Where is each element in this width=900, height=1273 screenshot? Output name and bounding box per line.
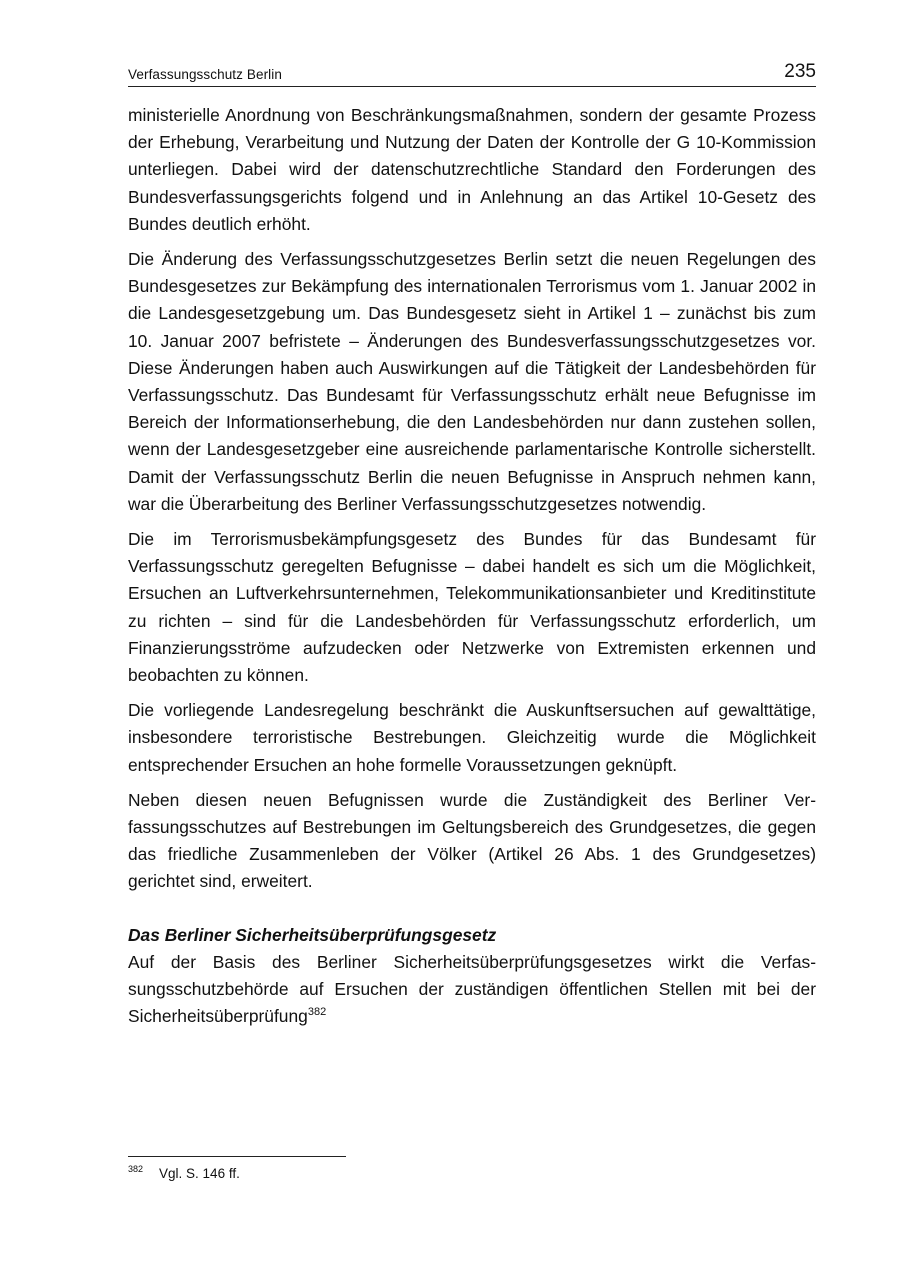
footnote-reference[interactable]: 382 (307, 1006, 327, 1019)
paragraph: Die Änderung des Verfassungsschutzgesetzes Berlin setzt die neuen Regelungen des Bundesgesetzes zur Bekämpfung des internationalen Terrorismus vom 1. Januar 2002 in die Landesgesetzgebung um. Das Bundesgesetz sieht in Artikel 1 – zunächst bis zum 10. Januar 2007 befristete – Änderungen des Bundesverfassungsschutzgesetzes vor. Diese Änderungen haben auch Auswirkungen auf die Tätigkeit der Landesbehörden für Verfassungsschutz. Das Bundesamt für Verfassungsschutz erhält neue Befugnisse im Bereich der Informationserhebung, die den Landesbehörden nur dann zustehen sollen, wenn der Landesgesetzgeber eine ausreichende parlamentarische Kontrolle sicherstellt. Damit der Verfassungsschutz Berlin die neuen Befugnisse in Anspruch nehmen kann, war die Überarbeitung des Berliner Verfassungsschutzgesetzes notwendig. (128, 249, 816, 514)
footnote-text: Vgl. S. 146 ff. (159, 1166, 240, 1181)
section-text: Auf der Basis des Berliner Sicherheitsüberprüfungsgesetzes wirkt die Verfassungsschutzbehörde auf Ersuchen der zuständigen öffentlichen Stellen mit bei der Sicherheitsüberprüfung (128, 951, 816, 1027)
section-heading: Das Berliner Sicherheitsüberprüfungsgesetz (128, 924, 497, 945)
paragraph: Neben diesen neuen Befugnissen wurde die Zuständigkeit des Berliner Verfassungsschutzes auf Bestrebungen im Geltungsbereich des Grundgesetzes, die gegen das friedliche Zusammenleben der Völker (Artikel 26 Abs. 1 des Grundgesetzes) gerichtet sind, erweitert. (128, 789, 816, 892)
section-paragraph (128, 949, 816, 1031)
page-header (128, 60, 816, 87)
paragraph: Die im Terrorismusbekämpfungsgesetz des Bundes für das Bundesamt für Verfassungsschutz geregelten Befugnisse – dabei handelt es sich um die Möglichkeit, Ersuchen an Luftverkehrsunternehmen, Telekommunikationsanbieter und Kreditinstitute zu richten – sind für die Landesbehörden für Verfassungsschutz erforderlich, um Finanzierungsströme aufzudecken oder Netzwerke von Extremisten erkennen und beobachten zu können. (128, 529, 816, 686)
body-text (128, 102, 816, 1039)
footnote-divider (128, 1156, 346, 1157)
footnote (128, 1166, 240, 1181)
footnote-number: 382 (128, 1164, 144, 1174)
paragraph: Die vorliegende Landesregelung beschränkt die Auskunftsersuchen auf gewalttätige, insbesondere terroristische Bestrebungen. Gleichzeitig wurde die Möglichkeit entsprechender Ersuchen an hohe formelle Voraussetzungen geknüpft. (128, 700, 816, 775)
running-title: Verfassungsschutz Berlin (128, 67, 282, 82)
paragraph: ministerielle Anordnung von Beschränkungsmaßnahmen, sondern der gesamte Prozess der Erhebung, Verarbeitung und Nutzung der Daten der Kontrolle der G 10-Kommission unterliegen. Dabei wird der datenschutzrechtliche Standard den Forderungen des Bundesverfassungsgerichts folgend und in Anlehnung an das Artikel 10-Gesetz des Bundes deutlich erhöht. (128, 105, 816, 234)
page-number: 235 (784, 61, 816, 82)
